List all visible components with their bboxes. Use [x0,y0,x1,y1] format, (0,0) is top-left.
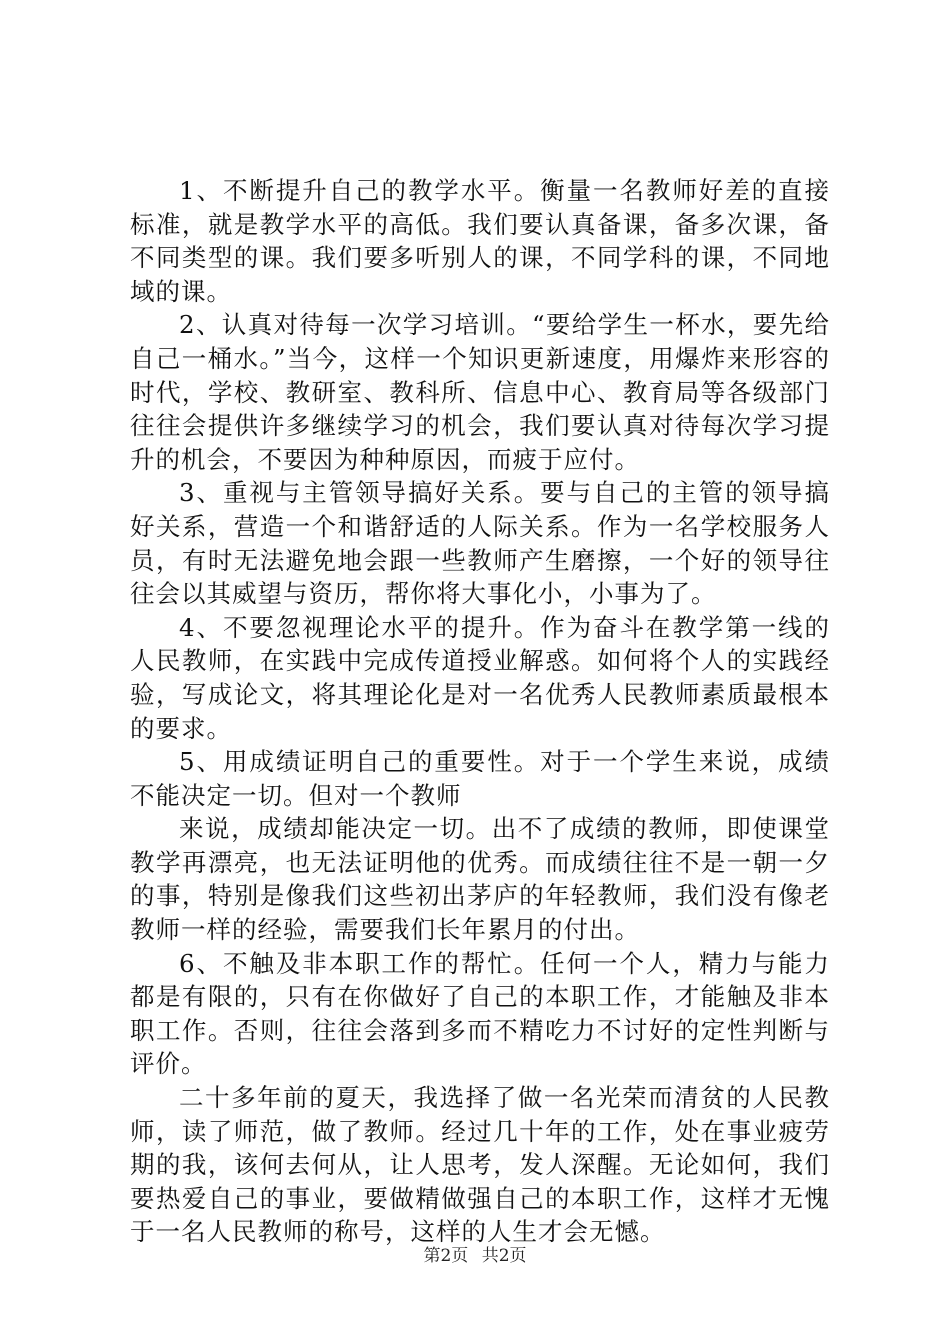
paragraph-3: 3、重视与主管领导搞好关系。要与自己的主管的领导搞好关系，营造一个和谐舒适的人际关系。作为一名学校服务人员，有时无法避免地会跟一些教师产生磨擦，一个好的领导往往会以其威望与资历，帮你将大事化小，小事为了。 [130,478,830,609]
document-body [130,174,830,1249]
paragraph-1: 1、不断提升自己的教学水平。衡量一名教师好差的直接标准，就是教学水平的高低。我们要认真备课，备多次课，备不同类型的课。我们要多听别人的课，不同学科的课，不同地域的课。 [130,176,830,306]
current-page-label: 第2页 [423,1246,469,1266]
paragraph-6: 6、不触及非本职工作的帮忙。任何一个人，精力与能力都是有限的，只有在你做好了自己的本职工作，才能触及非本职工作。否则，往往会落到多而不精吃力不讨好的定性判断与评价。 [130,948,830,1079]
paragraph-2: 2、认真对待每一次学习培训。“要给学生一杯水，要先给自己一桶水。”当今，这样一个知识更新速度，用爆炸来形容的时代，学校、教研室、教科所、信息中心、教育局等各级部门往往会提供许多继续学习的机会，我们要认真对待每次学习提升的机会，不要因为种种原因，而疲于应付。 [130,310,830,474]
total-pages-label: 共2页 [481,1246,527,1266]
paragraph-5-continued: 来说，成绩却能决定一切。出不了成绩的教师，即使课堂教学再漂亮，也无法证明他的优秀。而成绩往往不是一朝一夕的事，特别是像我们这些初出茅庐的年轻教师，我们没有像老教师一样的经验，需要我们长年累月的付出。 [130,814,830,945]
paragraph-5: 5、用成绩证明自己的重要性。对于一个学生来说，成绩不能决定一切。但对一个教师 [130,747,830,810]
paragraph-7: 二十多年前的夏天，我选择了做一名光荣而清贫的人民教师，读了师范，做了教师。经过几十年的工作，处在事业疲劳期的我，该何去何从，让人思考，发人深醒。无论如何，我们要热爱自己的事业，要做精做强自己的本职工作，这样才无愧于一名人民教师的称号，这样的人生才会无憾。 [130,1083,830,1247]
paragraph-4: 4、不要忽视理论水平的提升。作为奋斗在教学第一线的人民教师，在实践中完成传道授业解惑。如何将个人的实践经验，写成论文，将其理论化是对一名优秀人民教师素质最根本的要求。 [130,612,830,743]
page-footer [0,1241,950,1266]
